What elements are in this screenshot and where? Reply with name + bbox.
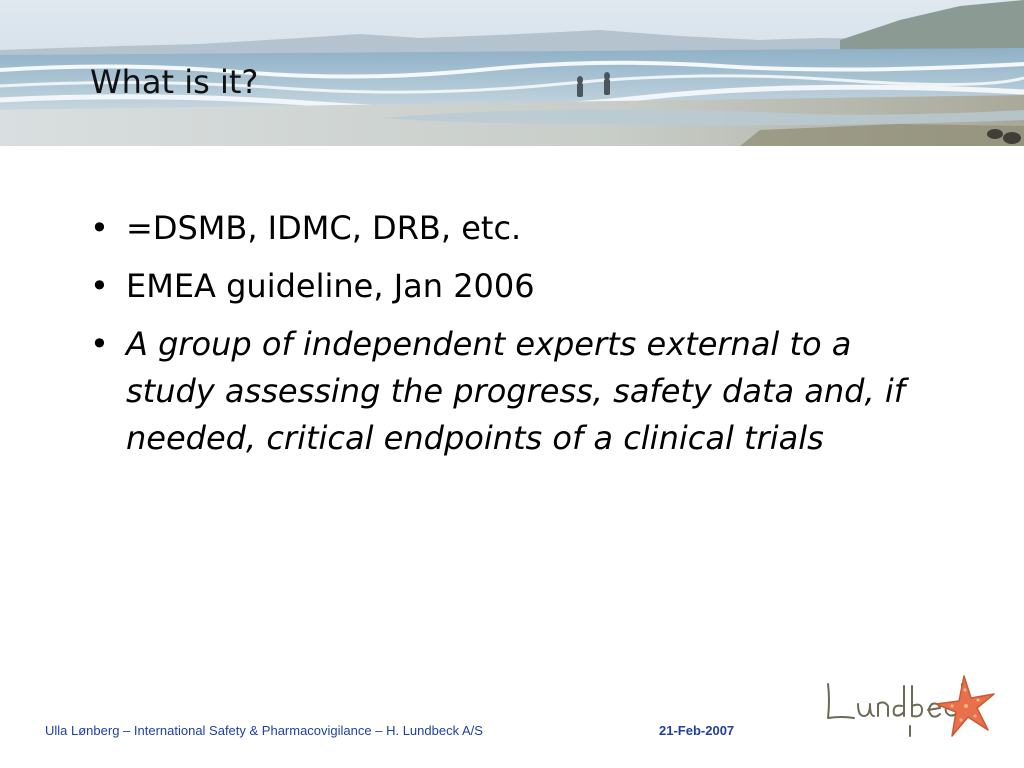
- bullet-item: [90, 205, 910, 252]
- bullet-marker: •: [90, 325, 109, 363]
- bullet-text-definition: A group of independent experts external to a study assessing the progress, safety data and, if needed, critical endpoints of a clinical trials: [126, 325, 905, 457]
- bullet-text: =DSMB, IDMC, DRB, etc.: [126, 209, 522, 247]
- slide-title: What is it?: [90, 63, 259, 101]
- bullet-marker: •: [90, 267, 109, 305]
- starfish-icon: [936, 676, 994, 736]
- bullet-list: [90, 205, 910, 473]
- lundbeck-logo: [818, 670, 1008, 752]
- bullet-marker: •: [90, 209, 109, 247]
- lundbeck-wordmark: [828, 684, 970, 736]
- bullet-item: [90, 321, 910, 462]
- footer-date: 21-Feb-2007: [659, 723, 735, 738]
- bullet-item: [90, 263, 910, 310]
- bullet-text: EMEA guideline, Jan 2006: [126, 267, 535, 305]
- footer-author: Ulla Lønberg – International Safety & Pharmacovigilance – H. Lundbeck A/S: [45, 723, 483, 738]
